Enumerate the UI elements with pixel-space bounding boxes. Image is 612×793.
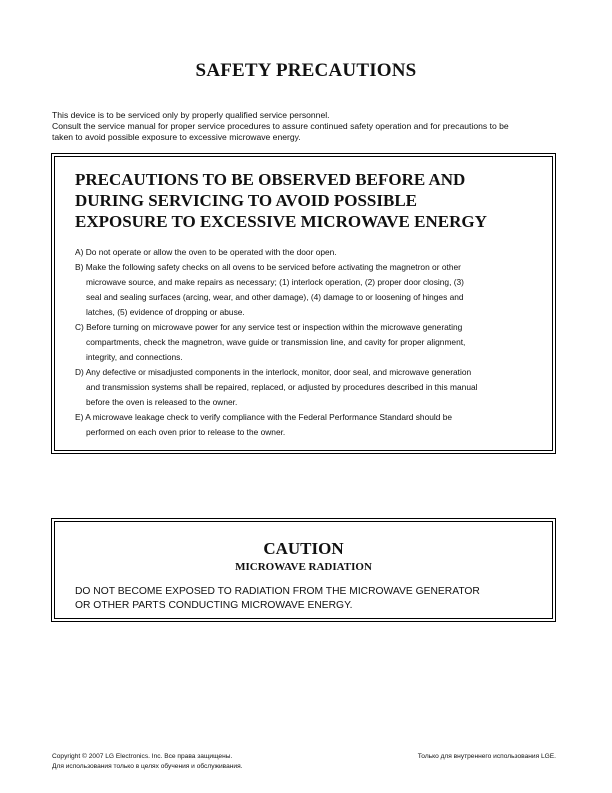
- item-line: B) Make the following safety checks on all ovens to be serviced before activating the magnetron or other: [75, 262, 461, 272]
- intro-text: [52, 110, 562, 143]
- heading-line: PRECAUTIONS TO BE OBSERVED BEFORE AND: [75, 170, 466, 189]
- item-line: C) Before turning on microwave power for any service test or inspection within the microwave generating: [75, 322, 463, 332]
- caution-box: [51, 518, 556, 622]
- intro-line: This device is to be serviced only by properly qualified service personnel.: [52, 110, 330, 120]
- footer-copyright: [52, 752, 243, 772]
- caution-text: [75, 585, 480, 613]
- precaution-item-e: [75, 410, 541, 440]
- footer-usage-line: Для использования только в целях обучения и обслуживания.: [52, 763, 243, 770]
- precautions-heading: [75, 169, 487, 232]
- item-line: integrity, and connections.: [86, 352, 183, 362]
- footer-copyright-line: Copyright © 2007 LG Electronics. Inc. Все права защищены.: [52, 753, 233, 760]
- item-line: E) A microwave leakage check to verify compliance with the Federal Performance Standard should be: [75, 412, 453, 422]
- page-title: SAFETY PRECAUTIONS: [195, 60, 417, 81]
- footer-internal-use: Только для внутреннего использования LGE.: [417, 753, 556, 760]
- item-line: A) Do not operate or allow the oven to be operated with the door open.: [75, 247, 337, 257]
- precautions-list: [75, 245, 541, 440]
- item-line: latches, (5) evidence of dropping or abuse.: [86, 307, 245, 317]
- caution-subtitle: MICROWAVE RADIATION: [235, 561, 372, 573]
- item-line: compartments, check the magnetron, wave guide or transmission line, and cavity for proper alignment,: [86, 337, 466, 347]
- precautions-box: [51, 153, 556, 454]
- heading-line: DURING SERVICING TO AVOID POSSIBLE: [75, 191, 418, 210]
- item-line: D) Any defective or misadjusted components in the interlock, monitor, door seal, and microwave generation: [75, 367, 472, 377]
- item-line: microwave source, and make repairs as necessary; (1) interlock operation, (2) proper door closing, (3): [86, 277, 464, 287]
- heading-line: EXPOSURE TO EXCESSIVE MICROWAVE ENERGY: [75, 212, 487, 231]
- intro-line: taken to avoid possible exposure to excessive microwave energy.: [52, 132, 301, 142]
- item-line: before the oven is released to the owner.: [86, 397, 238, 407]
- caution-line: OR OTHER PARTS CONDUCTING MICROWAVE ENERGY.: [75, 600, 353, 611]
- precaution-item-a: [75, 245, 541, 260]
- precaution-item-c: [75, 320, 541, 365]
- caution-title: CAUTION: [263, 539, 344, 558]
- item-line: and transmission systems shall be repaired, replaced, or adjusted by procedures described in this manual: [86, 382, 478, 392]
- precaution-item-d: [75, 365, 541, 410]
- intro-line: Consult the service manual for proper service procedures to assure continued safety operation and for precautions to be: [52, 121, 509, 131]
- caution-line: DO NOT BECOME EXPOSED TO RADIATION FROM THE MICROWAVE GENERATOR: [75, 586, 480, 597]
- item-line: performed on each oven prior to release to the owner.: [86, 427, 286, 437]
- item-line: seal and sealing surfaces (arcing, wear, and other damage), (4) damage to or loosening of hinges and: [86, 292, 464, 302]
- precaution-item-b: [75, 260, 541, 320]
